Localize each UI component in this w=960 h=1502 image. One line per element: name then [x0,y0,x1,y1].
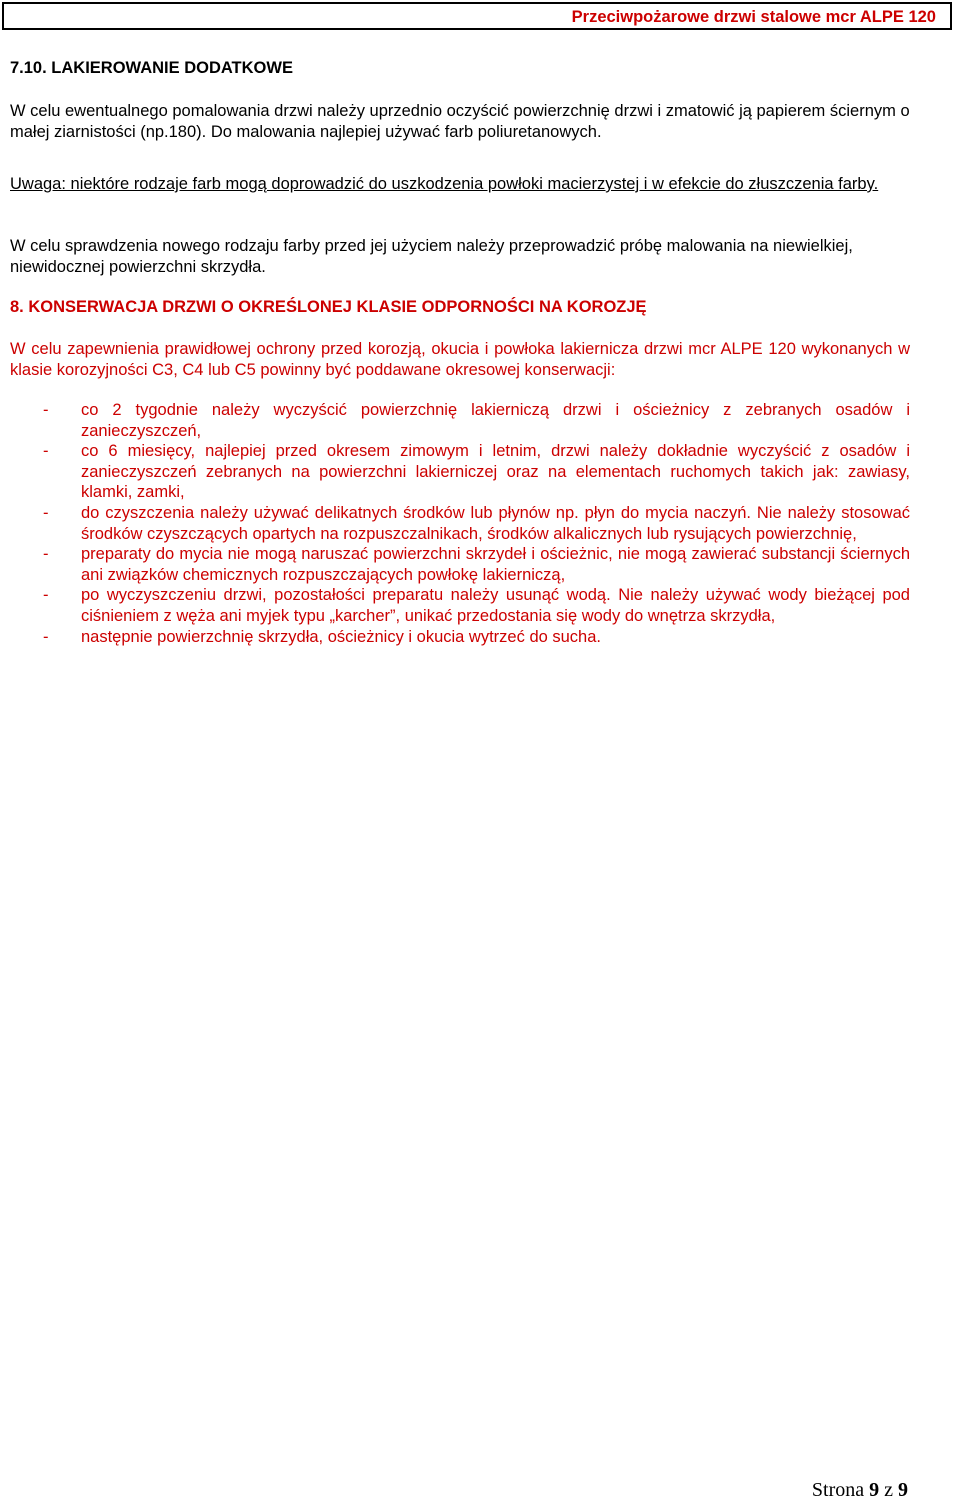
list-item-text: do czyszczenia należy używać delikatnych środków lub płynów np. płyn do mycia naczyń. Nie należy stosować środków czyszczących opartych na rozpuszczalnikach, środków alkalicznych lub rysujących powierzchnię, [81,503,910,543]
list-item [10,544,910,585]
paragraph-maintenance-intro: W celu zapewnienia prawidłowej ochrony przed korozją, okucia i powłoka lakiernicza drzwi mcr ALPE 120 wykonanych w klasie korozyjności C3, C4 lub C5 powinny być poddawane okresowej konserwacji: [10,340,910,379]
list-item [10,400,910,441]
list-item-text: co 6 miesięcy, najlepiej przed okresem zimowym i letnim, drzwi należy dokładnie wyczyścić z osadów i zanieczyszczeń zebranych na powierzchni lakierniczej oraz na elementach ruchomych takich jak: zawiasy, klamki, zamki, [81,442,910,502]
list-bullet: - [43,401,49,419]
section-heading-7-10: 7.10. LAKIEROWANIE DODATKOWE [10,59,293,77]
current-page: 9 [869,1479,880,1501]
list-bullet: - [43,586,49,605]
list-item [10,627,910,648]
list-item-text: preparaty do mycia nie mogą naruszać powierzchni skrzydeł i ościeżnic, nie mogą zawierać substancji ściernych ani związków chemicznych rozpuszczających powłokę lakierniczą, [81,545,910,584]
paragraph-paint-test: W celu sprawdzenia nowego rodzaju farby przed jej użyciem należy przeprowadzić próbę malowania na niewielkiej, niewidocznej powierzchni skrzydła. [10,237,853,276]
list-item-text: następnie powierzchnię skrzydła, ościeżnicy i okucia wytrzeć do sucha. [81,627,601,646]
list-item [10,503,910,544]
list-bullet: - [43,627,49,646]
list-bullet: - [43,503,49,522]
page-of-label: z [884,1479,893,1501]
section-heading-8: 8. KONSERWACJA DRZWI O OKREŚLONEJ KLASIE ODPORNOŚCI NA KOROZJĘ [10,298,647,316]
list-bullet: - [43,545,49,564]
list-bullet: - [43,442,49,461]
total-pages: 9 [898,1479,908,1501]
list-item-text: po wyczyszczeniu drzwi, pozostałości preparatu należy usunąć wodą. Nie należy używać wody bieżącej pod ciśnieniem z węża ani myjek typu „karcher”, unikać przedostania się wody do wnętrza skrzydła, [81,586,910,625]
document-title: Przeciwpożarowe drzwi stalowe mcr ALPE 120 [571,8,936,26]
list-item-text: co 2 tygodnie należy wyczyścić powierzchnię lakierniczą drzwi i ościeżnicy z zebranych osadów i zanieczyszczeń, [81,401,910,440]
list-item [10,585,910,626]
page-label: Strona [811,1479,865,1501]
paragraph-warning: Uwaga: niektóre rodzaje farb mogą doprowadzić do uszkodzenia powłoki macierzystej i w efekcie do złuszczenia farby. [10,175,879,193]
paragraph-painting-instructions: W celu ewentualnego pomalowania drzwi należy uprzednio oczyścić powierzchnię drzwi i zmatowić ją papierem ściernym o małej ziarnistości (np.180). Do malowania najlepiej używać farb poliuretanowych. [10,102,910,141]
page-number [812,1479,908,1502]
page-header [2,2,952,30]
maintenance-list [10,400,910,647]
list-item [10,441,910,503]
